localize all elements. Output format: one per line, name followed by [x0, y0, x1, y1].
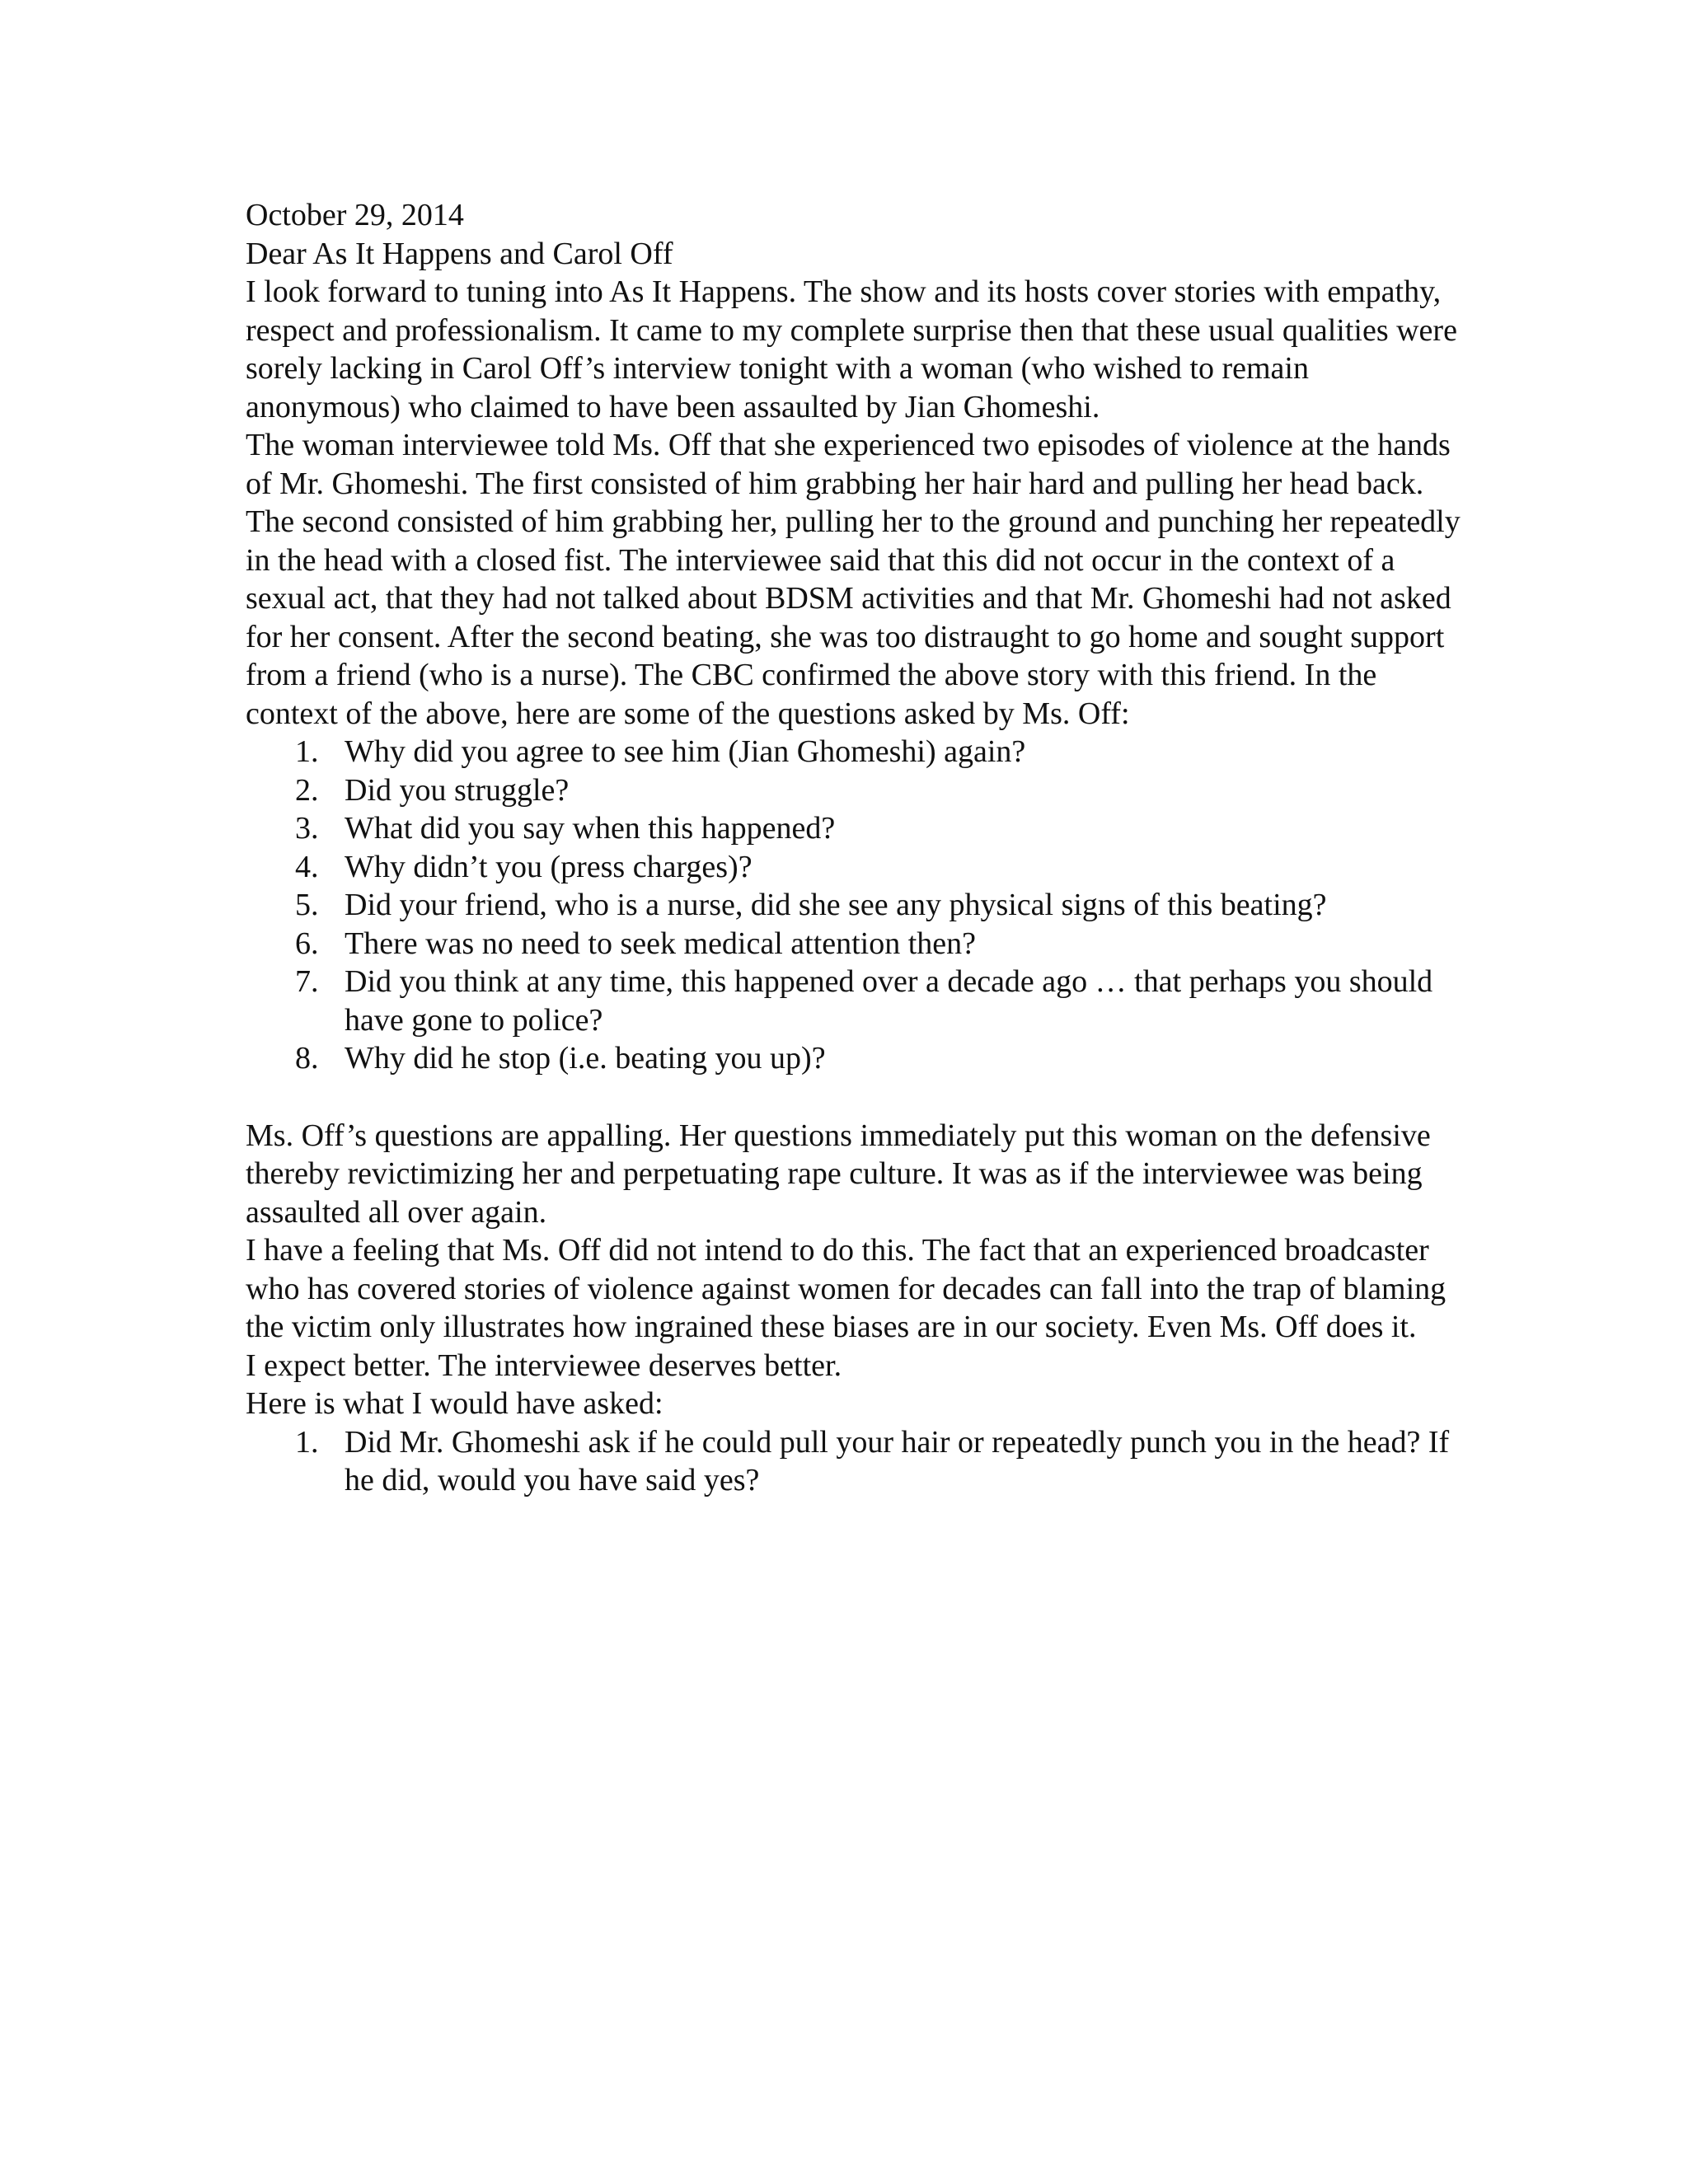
list-item-text: There was no need to seek medical attention then?	[345, 926, 977, 961]
proposal-intro-paragraph: Here is what I would have asked:	[246, 1386, 663, 1421]
list-item-text: Did your friend, who is a nurse, did she see any physical signs of this beating?	[345, 888, 1327, 922]
list-number: 1.	[295, 734, 319, 769]
list-item	[246, 1039, 1465, 1078]
list-item	[246, 886, 1465, 925]
list-item	[246, 771, 1465, 810]
list-number: 6.	[295, 926, 319, 961]
list-item-text: Did you struggle?	[345, 772, 570, 808]
list-number: 5.	[295, 888, 319, 922]
list-number: 2.	[295, 772, 319, 808]
analysis-paragraph: I have a feeling that Ms. Off did not intend to do this. The fact that an experienced broadcaster who has covered stories of violence against women for decades can fall into the trap of blaming the victim only illustrates how ingrained these biases are in our society. Even Ms. Off does it.	[246, 1233, 1447, 1344]
list-item	[246, 963, 1465, 1039]
list-item	[246, 809, 1465, 848]
list-number: 3.	[295, 811, 319, 846]
list-item	[246, 733, 1465, 771]
list-number: 1.	[295, 1424, 319, 1460]
intro-paragraph: I look forward to tuning into As It Happens. The show and its hosts cover stories with empathy, respect and professionalism. It came to my complete surprise then that these usual qualities were sorely lacking in Carol Off’s interview tonight with a woman (who wished to remain anonymous) who claimed to have been assaulted by Jian Ghomeshi.	[246, 274, 1457, 424]
incident-paragraph: The woman interviewee told Ms. Off that she experienced two episodes of violence at the hands of Mr. Ghomeshi. The first consisted of him grabbing her hair hard and pulling her head back. The second consisted of him grabbing her, pulling her to the ground and punching her repeatedly in the head with a closed fist. The interviewee said that this did not occur in the context of a sexual act, that they had not talked about BDSM activities and that Mr. Ghomeshi had not asked for her consent. After the second beating, she was too distraught to go home and sought support from a friend (who is a nurse). The CBC confirmed the above story with this friend. In the context of the above, here are some of the questions asked by Ms. Off:	[246, 428, 1461, 731]
letter-date: October 29, 2014	[246, 198, 464, 232]
critique-paragraph: Ms. Off’s questions are appalling. Her questions immediately put this woman on the defensive thereby revictimizing her and perpetuating rape culture. It was as if the interviewee was being assaulted all over again.	[246, 1118, 1431, 1230]
list-item-text: What did you say when this happened?	[345, 811, 836, 846]
list-number: 4.	[295, 849, 319, 884]
list-number: 7.	[295, 964, 319, 999]
questions-asked-list	[246, 733, 1465, 1078]
list-number: 8.	[295, 1041, 319, 1076]
list-item-text: Why did he stop (i.e. beating you up)?	[345, 1041, 826, 1076]
salutation: Dear As It Happens and Carol Off	[246, 236, 673, 271]
list-item	[246, 1423, 1465, 1500]
letter-page	[246, 196, 1465, 1539]
list-item-text: Did you think at any time, this happened over a decade ago … that perhaps you should have gone to police?	[345, 964, 1433, 1038]
questions-proposed-list	[246, 1423, 1465, 1500]
list-item	[246, 925, 1465, 963]
list-item-text: Why did you agree to see him (Jian Ghomeshi) again?	[345, 734, 1026, 769]
list-item-text: Why didn’t you (press charges)?	[345, 849, 753, 884]
list-item-text: Did Mr. Ghomeshi ask if he could pull your hair or repeatedly punch you in the head? If he did, would you have said yes?	[345, 1424, 1450, 1497]
list-item	[246, 848, 1465, 887]
expectation-paragraph: I expect better. The interviewee deserves better.	[246, 1347, 842, 1383]
